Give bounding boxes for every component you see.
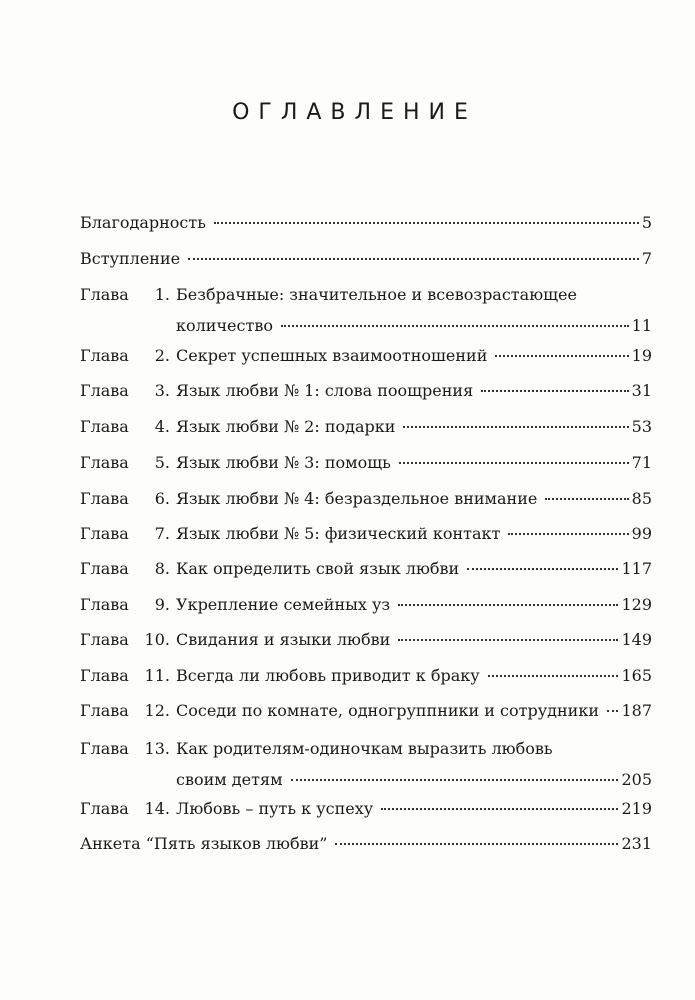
page-title: ОГЛАВЛЕНИЕ (232, 100, 477, 125)
dot-leader (495, 355, 628, 357)
toc-entry (80, 345, 652, 367)
toc-entry (80, 700, 652, 722)
dot-leader (607, 710, 618, 712)
toc-entry (80, 284, 652, 337)
chapter-number: 11. (144, 666, 170, 685)
page-number: 117 (621, 559, 652, 578)
toc-entry (80, 452, 652, 474)
toc-entry (80, 558, 652, 580)
entry-title: Свидания и языки любви (176, 630, 391, 649)
dot-leader (335, 843, 618, 845)
toc-entry-line (80, 284, 652, 306)
page-number: 205 (621, 770, 652, 789)
toc-entry-line (80, 416, 652, 438)
page-number: 71 (631, 453, 652, 472)
page-number: 11 (631, 316, 652, 335)
toc-entry (80, 212, 652, 234)
dot-leader (488, 675, 619, 677)
toc-entry-line (80, 488, 652, 510)
toc-entry-line (80, 629, 652, 651)
toc-entry-line (80, 594, 652, 616)
chapter-label: Глава (80, 595, 129, 614)
chapter-number: 10. (144, 630, 170, 649)
page-number: 187 (621, 701, 652, 720)
chapter-number: 13. (144, 739, 170, 758)
entry-title: Язык любви № 5: физический контакт (176, 524, 501, 543)
page-number: 149 (621, 630, 652, 649)
dot-leader (481, 390, 628, 392)
toc-entry (80, 833, 652, 855)
entry-title: Как определить свой язык любви (176, 559, 460, 578)
dot-leader (398, 639, 618, 641)
dot-leader (398, 604, 618, 606)
toc-entry-line (80, 798, 652, 820)
toc-entry (80, 798, 652, 820)
chapter-number: 12. (144, 701, 170, 720)
entry-title: Безбрачные: значительное и всевозрастающее (176, 285, 577, 304)
toc-entry-line (80, 380, 652, 402)
dot-leader (545, 498, 628, 500)
toc-entry (80, 380, 652, 402)
dot-leader (381, 808, 618, 810)
chapter-label: Глава (80, 799, 129, 818)
entry-title: Анкета “Пять языков любви” (80, 834, 328, 853)
dot-leader (291, 779, 619, 781)
toc-entry (80, 488, 652, 510)
toc-entry-line (80, 315, 652, 337)
page-number: 165 (621, 666, 652, 685)
toc-entry (80, 416, 652, 438)
entry-title: Секрет успешных взаимоотношений (176, 346, 488, 365)
toc-entry-line (80, 558, 652, 580)
toc-entry (80, 594, 652, 616)
chapter-label: Глава (80, 701, 129, 720)
chapter-label: Глава (80, 630, 129, 649)
chapter-label: Глава (80, 285, 129, 304)
dot-leader (399, 462, 629, 464)
toc-entry-line (80, 248, 652, 270)
page-number: 219 (621, 799, 652, 818)
page-number: 31 (631, 381, 652, 400)
entry-title: Вступление (80, 249, 181, 268)
page-number: 129 (621, 595, 652, 614)
toc-entry-line (80, 738, 652, 760)
entry-title: Язык любви № 2: подарки (176, 417, 396, 436)
chapter-label: Глава (80, 739, 129, 758)
page-number: 5 (641, 213, 652, 232)
entry-title: Язык любви № 3: помощь (176, 453, 391, 472)
toc-entry-line (80, 452, 652, 474)
toc-entry (80, 248, 652, 270)
toc-entry-line (80, 665, 652, 687)
toc-entry-line (80, 833, 652, 855)
page-number: 7 (641, 249, 652, 268)
entry-title: Укрепление семейных уз (176, 595, 391, 614)
dot-leader (403, 426, 628, 428)
toc-entry (80, 665, 652, 687)
dot-leader (281, 325, 629, 327)
toc-entry (80, 629, 652, 651)
entry-title: Любовь – путь к успеху (176, 799, 374, 818)
entry-title: Соседи по комнате, одногруппники и сотрудники (176, 701, 599, 720)
entry-title: Язык любви № 1: слова поощрения (176, 381, 474, 400)
entry-title: Как родителям-одиночкам выразить любовь (176, 739, 553, 758)
chapter-number: 1. (154, 285, 170, 304)
entry-title: количество (176, 316, 273, 335)
page-number: 53 (631, 417, 652, 436)
page-number: 19 (631, 346, 652, 365)
chapter-label: Глава (80, 559, 129, 578)
entry-title: Всегда ли любовь приводит к браку (176, 666, 480, 685)
chapter-number: 7. (154, 524, 170, 543)
dot-leader (508, 533, 628, 535)
chapter-label: Глава (80, 346, 129, 365)
chapter-label: Глава (80, 524, 129, 543)
toc-entry (80, 523, 652, 545)
chapter-number: 8. (154, 559, 170, 578)
toc-entry (80, 738, 652, 791)
toc-entry-line (80, 212, 652, 234)
toc-entry-line (80, 523, 652, 545)
page-number: 85 (631, 489, 652, 508)
chapter-label: Глава (80, 666, 129, 685)
toc-entry-line (80, 700, 652, 722)
chapter-label: Глава (80, 453, 129, 472)
entry-title: своим детям (176, 770, 283, 789)
chapter-number: 3. (154, 381, 170, 400)
chapter-number: 5. (154, 453, 170, 472)
dot-leader (188, 258, 639, 260)
chapter-number: 2. (154, 346, 170, 365)
entry-title: Благодарность (80, 213, 206, 232)
dot-leader (214, 222, 639, 224)
chapter-number: 14. (144, 799, 170, 818)
chapter-number: 6. (154, 489, 170, 508)
entry-title: Язык любви № 4: безраздельное внимание (176, 489, 538, 508)
toc-entry-line (80, 345, 652, 367)
toc-entry-line (80, 769, 652, 791)
chapter-label: Глава (80, 489, 129, 508)
page-number: 99 (631, 524, 652, 543)
chapter-number: 4. (154, 417, 170, 436)
dot-leader (467, 568, 618, 570)
chapter-number: 9. (154, 595, 170, 614)
chapter-label: Глава (80, 381, 129, 400)
page-number: 231 (621, 834, 652, 853)
chapter-label: Глава (80, 417, 129, 436)
